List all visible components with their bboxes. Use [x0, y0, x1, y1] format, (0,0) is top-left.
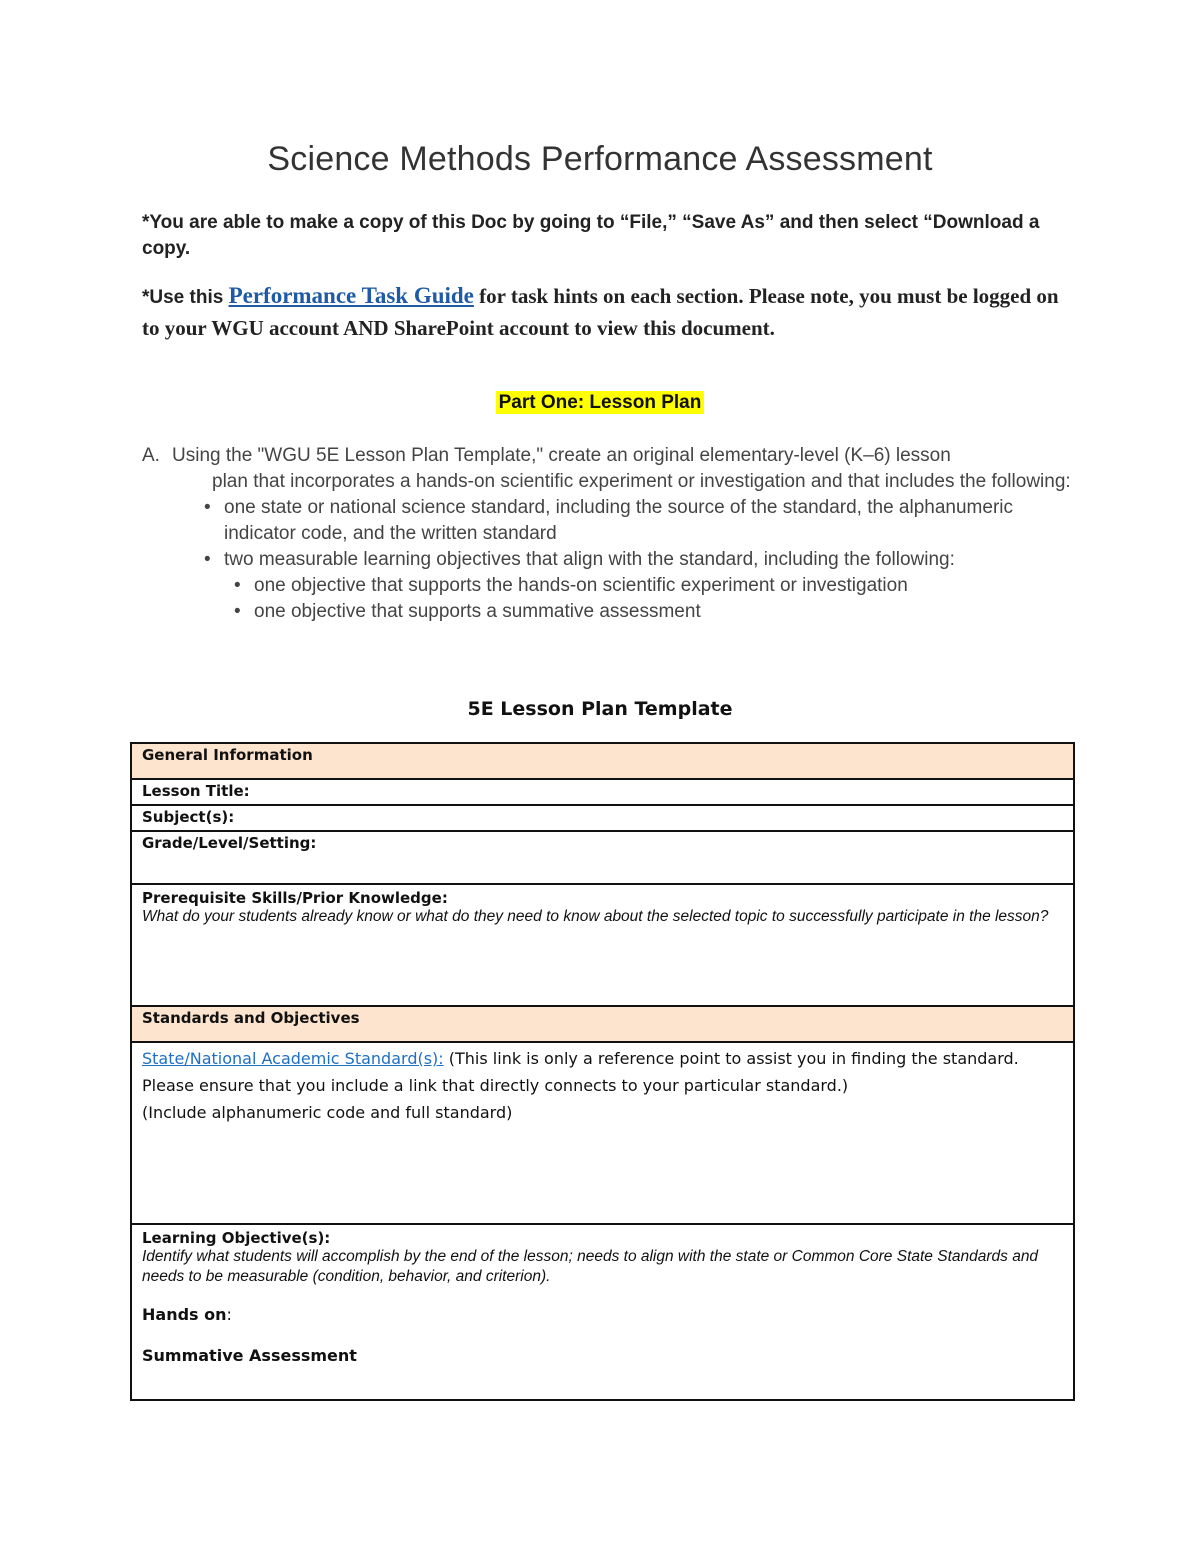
standard-instructions: [142, 1045, 1063, 1099]
bullet-icon: •: [234, 601, 241, 622]
list-item: [142, 599, 1072, 625]
lesson-title-cell[interactable]: [131, 779, 1074, 805]
task-a: [142, 443, 1072, 625]
grade-cell[interactable]: [131, 831, 1074, 884]
list-item: [142, 573, 1072, 599]
lesson-title-label: Lesson Title:: [142, 782, 250, 800]
objectives-label: Learning Objective(s):: [142, 1229, 331, 1247]
list-item: [142, 495, 1072, 547]
subjects-cell[interactable]: [131, 805, 1074, 831]
table-row: [131, 805, 1074, 831]
sub-bullet-text: one objective that supports the hands-on scientific experiment or investigation: [254, 575, 908, 596]
bullet-icon: •: [234, 575, 241, 596]
task-a-line2: plan that incorporates a hands-on scientific experiment or investigation and that includes the following:: [212, 471, 1071, 492]
template-title: 5E Lesson Plan Template: [467, 698, 733, 720]
sub-bullet-text: one objective that supports a summative assessment: [254, 601, 701, 622]
table-row: [131, 1042, 1074, 1224]
guide-note-prefix: *Use this: [142, 287, 224, 308]
guide-note-suffix: for task hints on each section. Please note, you must be logged on to your WGU account AND SharePoint account to view this document.: [142, 284, 1059, 340]
general-information-heading: General Information: [131, 743, 1074, 779]
hands-on-colon: :: [226, 1305, 232, 1324]
part-heading: [0, 392, 1200, 414]
standard-extra: (Include alphanumeric code and full standard): [142, 1103, 513, 1122]
objectives-cell[interactable]: [131, 1224, 1074, 1400]
task-a-line1: Using the "WGU 5E Lesson Plan Template," create an original elementary-level (K–6) lesson: [172, 445, 951, 466]
lesson-plan-table: [130, 742, 1075, 1401]
guide-note: [142, 280, 1072, 344]
table-row: [131, 779, 1074, 805]
bullet-text: one state or national science standard, including the source of the standard, the alphanumeric indicator code, and the written standard: [224, 497, 1014, 544]
prerequisite-prompt: What do your students already know or what do they need to know about the selected topic to successfully participate in the lesson?: [142, 908, 1049, 925]
bullet-icon: •: [204, 549, 211, 570]
table-row: [131, 831, 1074, 884]
table-row: [131, 884, 1074, 1006]
task-a-label: A.: [142, 445, 160, 466]
table-row: [131, 743, 1074, 779]
table-row: [131, 1224, 1074, 1400]
copy-note: *You are able to make a copy of this Doc by going to “File,” “Save As” and then select “Download a copy.: [142, 212, 1040, 259]
standards-objectives-heading: Standards and Objectives: [131, 1006, 1074, 1042]
summative-label: Summative Assessment: [142, 1346, 357, 1365]
list-item: [142, 547, 1072, 573]
bullet-icon: •: [204, 497, 211, 518]
table-row: [131, 1006, 1074, 1042]
standard-link[interactable]: State/National Academic Standard(s):: [142, 1049, 444, 1068]
standard-text: (This link is only a reference point to assist you in finding the standard. Please ensure that you include a link that directly connects to your particular standard.): [142, 1049, 1019, 1095]
objectives-prompt: Identify what students will accomplish by the end of the lesson; needs to align with the state or Common Core State Standards and needs to be measurable (condition, behavior, and criterion).: [142, 1248, 1039, 1285]
grade-label: Grade/Level/Setting:: [142, 834, 317, 852]
document-title: Science Methods Performance Assessment: [267, 140, 933, 178]
hands-on-line: [142, 1305, 1063, 1324]
task-a-first-line: [142, 443, 1072, 469]
subjects-label: Subject(s):: [142, 808, 235, 826]
prerequisite-label: Prerequisite Skills/Prior Knowledge:: [142, 889, 448, 907]
hands-on-label: Hands on: [142, 1305, 227, 1324]
standard-cell[interactable]: [131, 1042, 1074, 1224]
performance-task-guide-link[interactable]: Performance Task Guide: [228, 283, 474, 308]
part-heading-text: Part One: Lesson Plan: [496, 391, 705, 414]
prerequisite-cell[interactable]: [131, 884, 1074, 1006]
bullet-text: two measurable learning objectives that align with the standard, including the following:: [224, 549, 955, 570]
